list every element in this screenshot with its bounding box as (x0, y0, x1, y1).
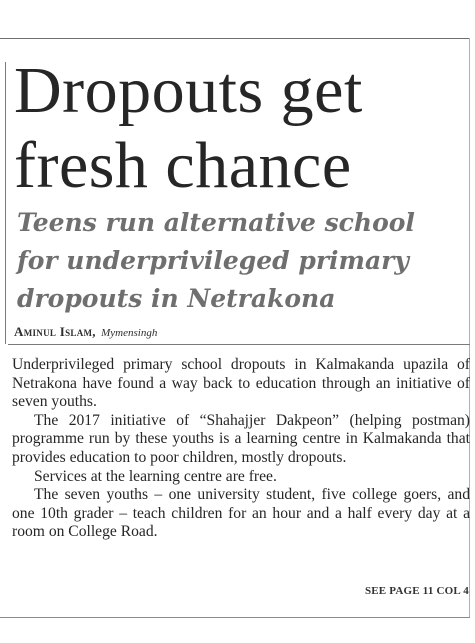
headline (14, 53, 363, 203)
top-divider (0, 38, 470, 39)
byline-location: Mymensingh (101, 327, 158, 339)
headline-line-2: fresh chance (14, 129, 352, 202)
article-body (12, 356, 470, 542)
byline-author: Aminul Islam, (14, 324, 96, 339)
headline-line-1: Dropouts get (14, 54, 363, 127)
paragraph-1: Underprivileged primary school dropouts in Kalmakanda upazila of Netrakona have found a way back to education through an initiative of seven youths. (12, 356, 470, 411)
left-column-rule (5, 62, 6, 344)
previous-column-remnant (0, 0, 475, 8)
paragraph-3: Services at the learning centre are free. (34, 467, 277, 485)
paragraph-2: The 2017 initiative of “Shahajjer Dakpeon” (helping postman) programme run by these youths is a learning centre in Kalmakanda that provides education to poor children, mostly dropouts. (12, 411, 470, 466)
jump-line[interactable]: SEE PAGE 11 COL 4 (364, 585, 469, 597)
subheadline: Teens run alternative school for underprivileged primary dropouts in Netrakona (17, 208, 415, 313)
bottom-divider (0, 617, 470, 618)
byline-divider (8, 344, 470, 345)
byline (14, 324, 157, 340)
paragraph-4: The seven youths – one university student, five college goers, and one 10th grader – teach children for an hour and a half every day at a room on College Road. (12, 486, 470, 541)
